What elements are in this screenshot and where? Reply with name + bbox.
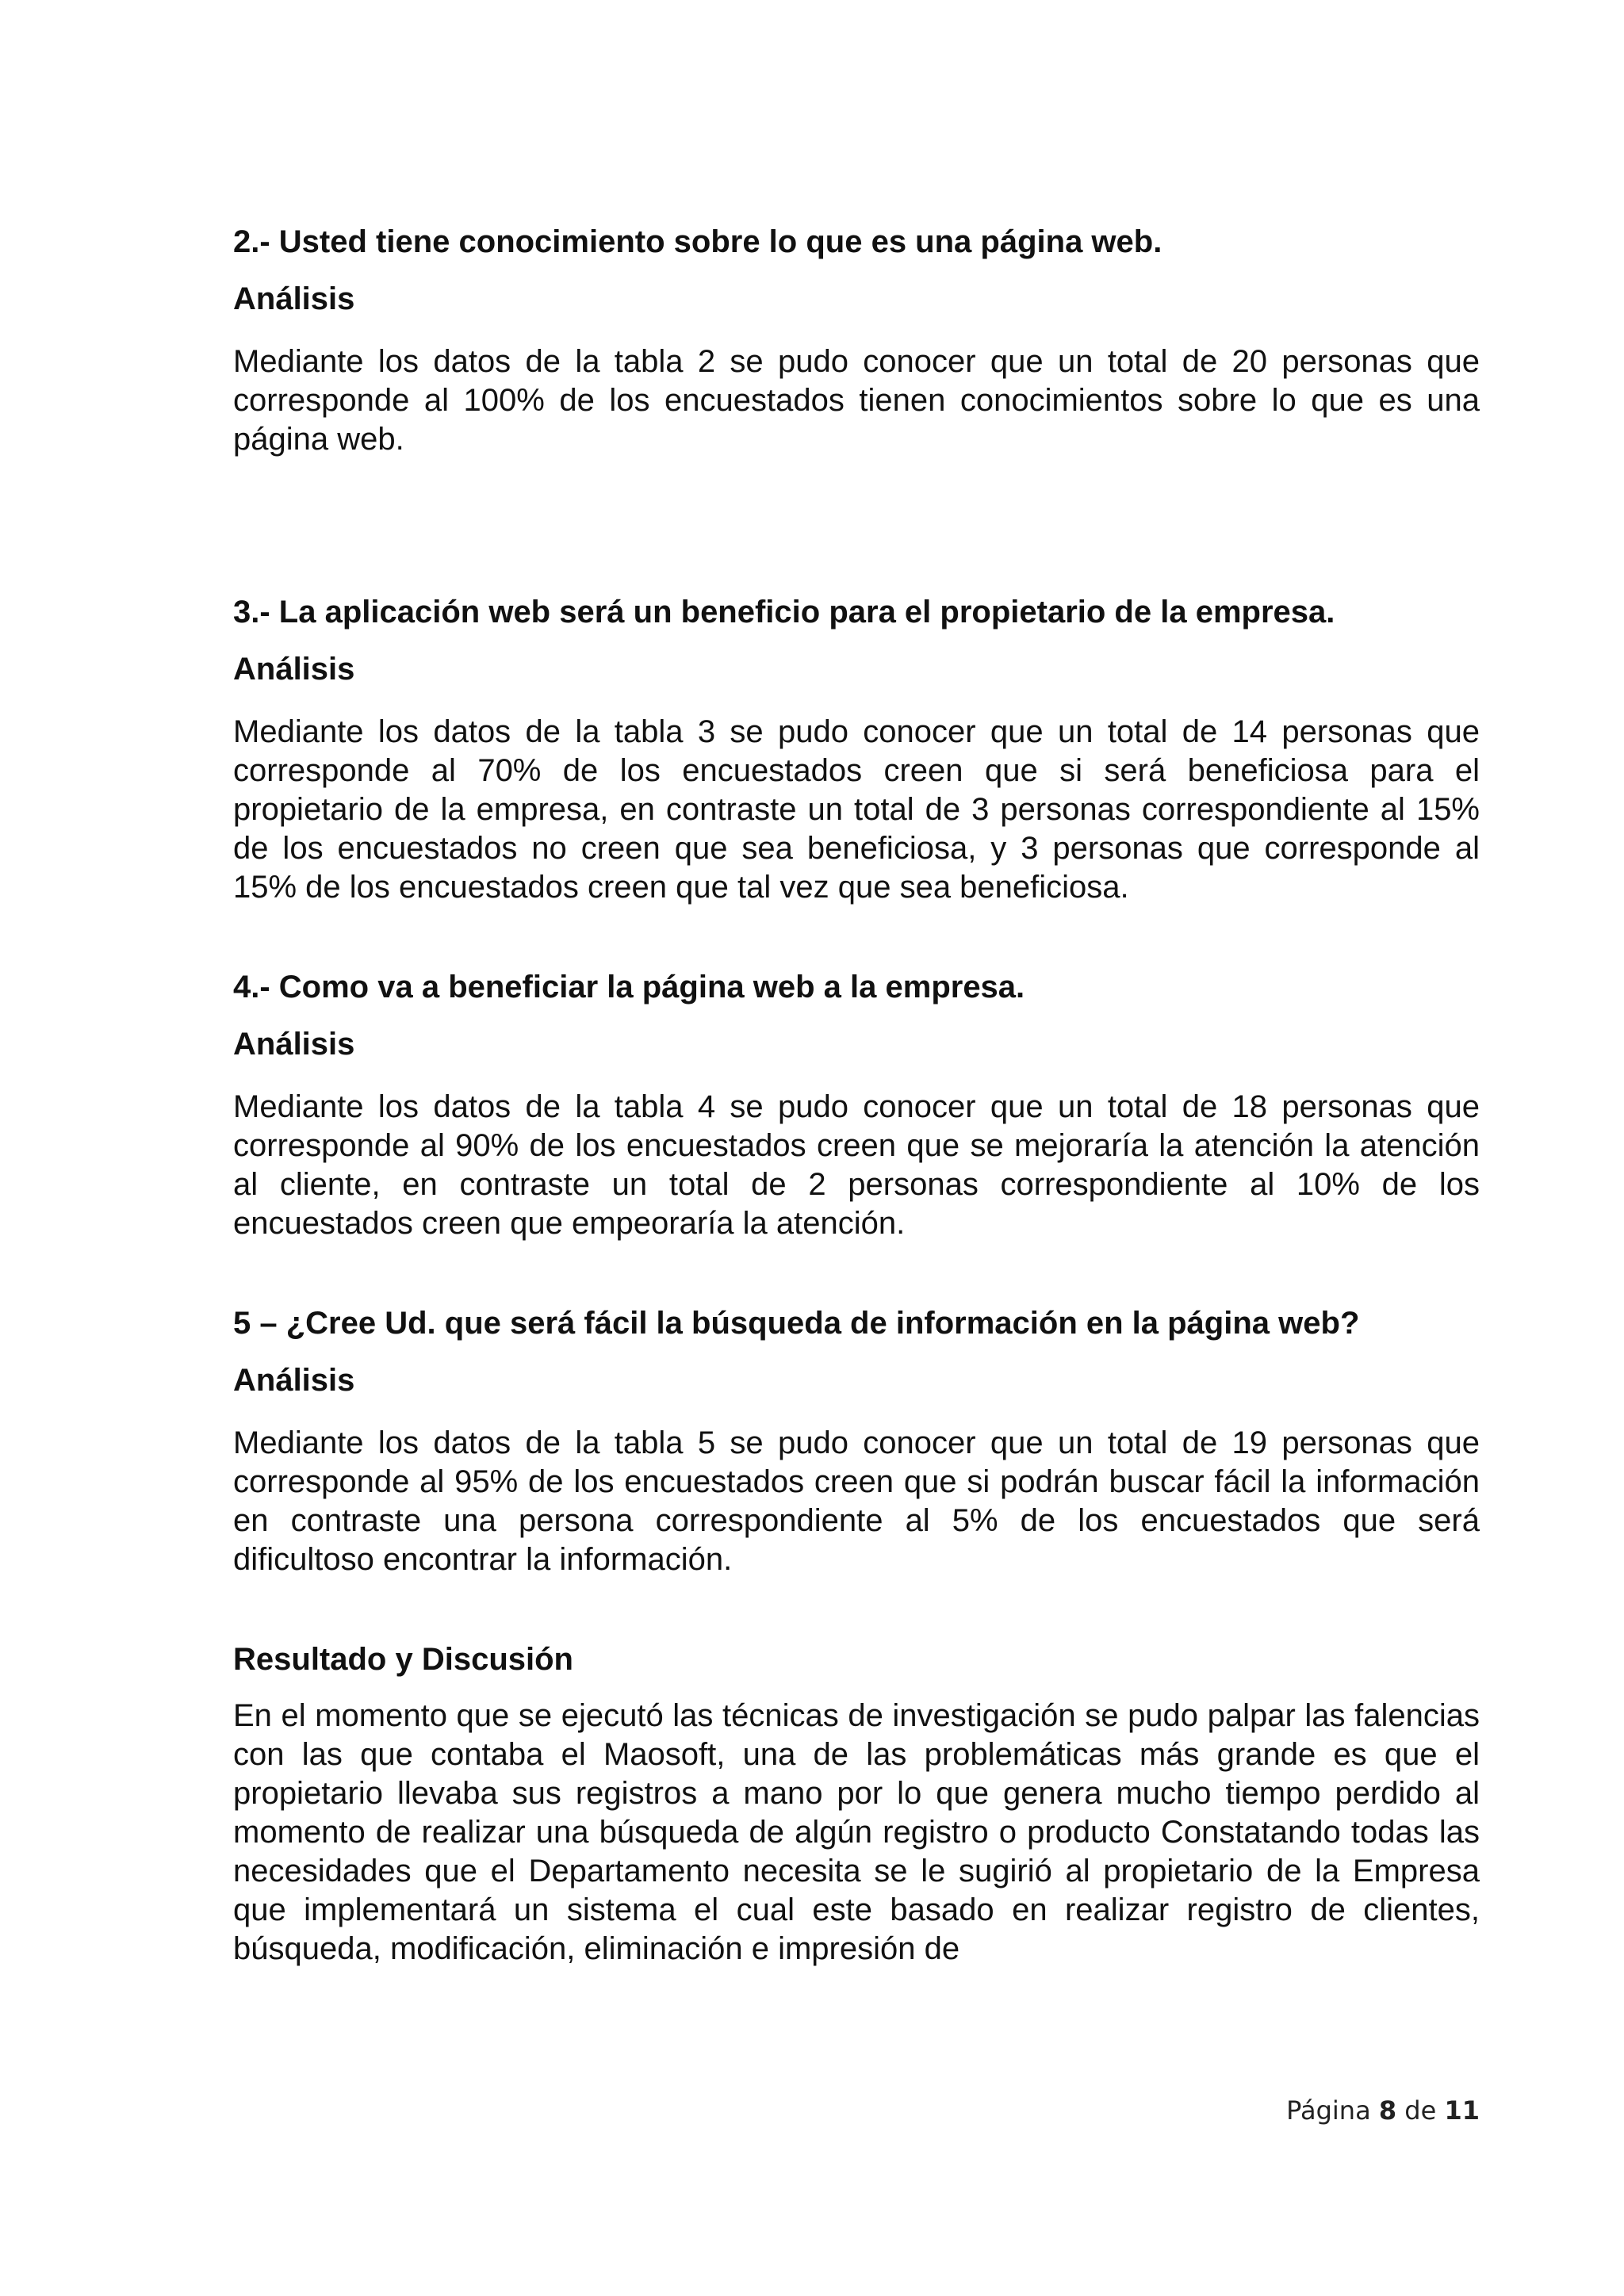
question-4-analysis-label: Análisis bbox=[233, 1027, 355, 1062]
page-footer bbox=[1286, 2095, 1480, 2126]
page-number: 8 bbox=[1378, 2095, 1397, 2126]
question-4-heading: 4.- Como va a beneficiar la página web a la empresa. bbox=[233, 970, 1025, 1004]
question-5-heading: 5 – ¿Cree Ud. que será fácil la búsqueda de información en la página web? bbox=[233, 1306, 1360, 1341]
question-3-analysis-label: Análisis bbox=[233, 652, 355, 687]
question-5-analysis-label: Análisis bbox=[233, 1363, 355, 1398]
question-3-analysis-text: Mediante los datos de la tabla 3 se pudo conocer que un total de 14 personas que corresponde al 70% de los encuestados creen que si será beneficiosa para el propietario de la empresa, en contraste un total de 3 personas correspondiente al 15% de los encuestados no creen que sea beneficiosa, y 3 personas que corresponde al 15% de los encuestados creen que tal vez que sea beneficiosa. bbox=[233, 714, 1480, 905]
question-2-section bbox=[233, 222, 1480, 459]
total-pages: 11 bbox=[1444, 2095, 1480, 2126]
question-2-analysis-text: Mediante los datos de la tabla 2 se pudo conocer que un total de 20 personas que corresponde al 100% de los encuestados tienen conocimientos sobre lo que es una página web. bbox=[233, 344, 1480, 457]
page-content bbox=[233, 222, 1480, 1969]
question-5-analysis-text: Mediante los datos de la tabla 5 se pudo conocer que un total de 19 personas que corresponde al 95% de los encuestados creen que si podrán buscar fácil la información en contraste una persona correspondiente al 5% de los encuestados que será dificultoso encontrar la información. bbox=[233, 1425, 1480, 1577]
results-heading: Resultado y Discusión bbox=[233, 1642, 573, 1677]
question-2-analysis-label: Análisis bbox=[233, 281, 355, 316]
question-3-heading: 3.- La aplicación web será un beneficio para el propietario de la empresa. bbox=[233, 595, 1335, 629]
results-text: En el momento que se ejecutó las técnicas de investigación se pudo palpar las falencias con las que contaba el Maosoft, una de las problemáticas más grande es que el propietario llevaba sus registros a mano por lo que genera mucho tiempo perdido al momento de realizar una búsqueda de algún registro o producto Constatando todas las necesidades que el Departamento necesita se le sugirió al propietario de la Empresa que implementará un sistema el cual este basado en realizar registro de clientes, búsqueda, modificación, eliminación e impresión de bbox=[233, 1698, 1480, 1966]
question-3-section bbox=[233, 592, 1480, 907]
question-2-heading: 2.- Usted tiene conocimiento sobre lo que es una página web. bbox=[233, 224, 1162, 259]
page-label: Página bbox=[1286, 2095, 1371, 2126]
of-label: de bbox=[1404, 2095, 1437, 2126]
question-4-analysis-text: Mediante los datos de la tabla 4 se pudo conocer que un total de 18 personas que corresponde al 90% de los encuestados creen que se mejoraría la atención la atención al cliente, en contraste un total de 2 personas correspondiente al 10% de los encuestados creen que empeoraría la atención. bbox=[233, 1089, 1480, 1241]
question-5-section bbox=[233, 1303, 1480, 1579]
question-4-section bbox=[233, 967, 1480, 1243]
results-section bbox=[233, 1640, 1480, 1969]
